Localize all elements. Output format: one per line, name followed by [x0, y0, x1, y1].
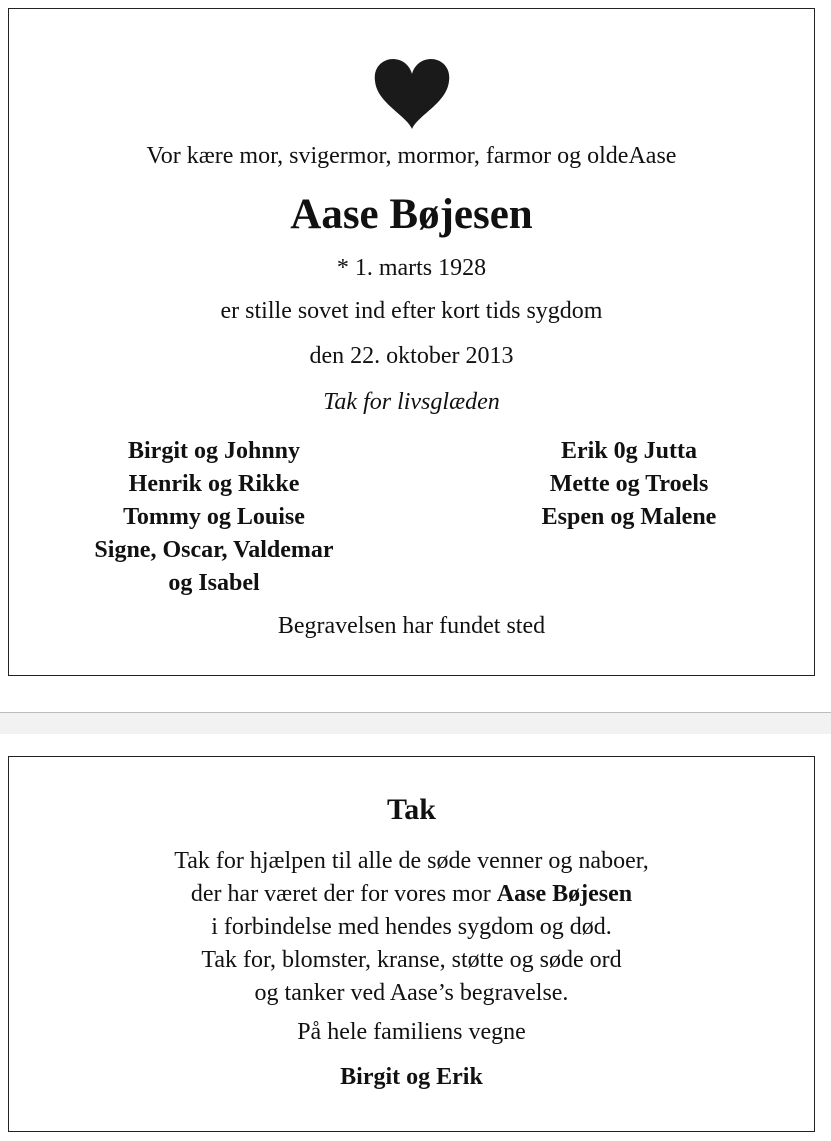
- funeral-note: Begravelsen har fundet sted: [277, 613, 546, 639]
- heart-icon: [373, 59, 451, 129]
- family-member: Signe, Oscar, Valdemar: [94, 537, 334, 563]
- family-list-left: [39, 435, 389, 600]
- thanks-line: Tak for, blomster, kranse, støtte og søde ord: [201, 947, 622, 973]
- family-member: Espen og Malene: [541, 504, 717, 530]
- death-statement: er stille sovet ind efter kort tids sygdom: [220, 298, 603, 324]
- thanks-signatories: Birgit og Erik: [340, 1064, 483, 1090]
- deceased-name: Aase Bøjesen: [290, 191, 533, 238]
- family-member: Mette og Troels: [549, 471, 709, 497]
- family-member: og Isabel: [168, 570, 260, 596]
- thanks-line: [9, 878, 814, 911]
- thanks-signoff: På hele familiens vegne: [297, 1019, 526, 1045]
- thanks-line-name: Aase Bøjesen: [496, 881, 633, 907]
- obituary-intro: Vor kære mor, svigermor, mormor, farmor og oldeAase: [146, 143, 677, 169]
- page-separator: [0, 712, 831, 734]
- thanks-line: og tanker ved Aase’s begravelse.: [254, 980, 569, 1006]
- thanks-line: Tak for hjælpen til alle de søde venner og naboer,: [174, 848, 649, 874]
- family-member: Erik 0g Jutta: [560, 438, 697, 464]
- thanks-line: i forbindelse med hendes sygdom og død.: [211, 914, 612, 940]
- family-member: Tommy og Louise: [123, 504, 305, 530]
- obituary-notice: [8, 8, 815, 676]
- thank-you-notice: [8, 756, 815, 1132]
- motto: Tak for livsglæden: [323, 389, 500, 415]
- birth-date: * 1. marts 1928: [336, 255, 487, 281]
- family-list-right: [464, 435, 794, 534]
- family-member: Henrik og Rikke: [128, 471, 300, 497]
- family-member: Birgit og Johnny: [127, 438, 301, 464]
- thanks-title: Tak: [387, 793, 436, 826]
- thanks-line-text: der har været der for vores mor: [190, 881, 497, 907]
- death-date: den 22. oktober 2013: [309, 343, 514, 369]
- thanks-body: [9, 845, 814, 1010]
